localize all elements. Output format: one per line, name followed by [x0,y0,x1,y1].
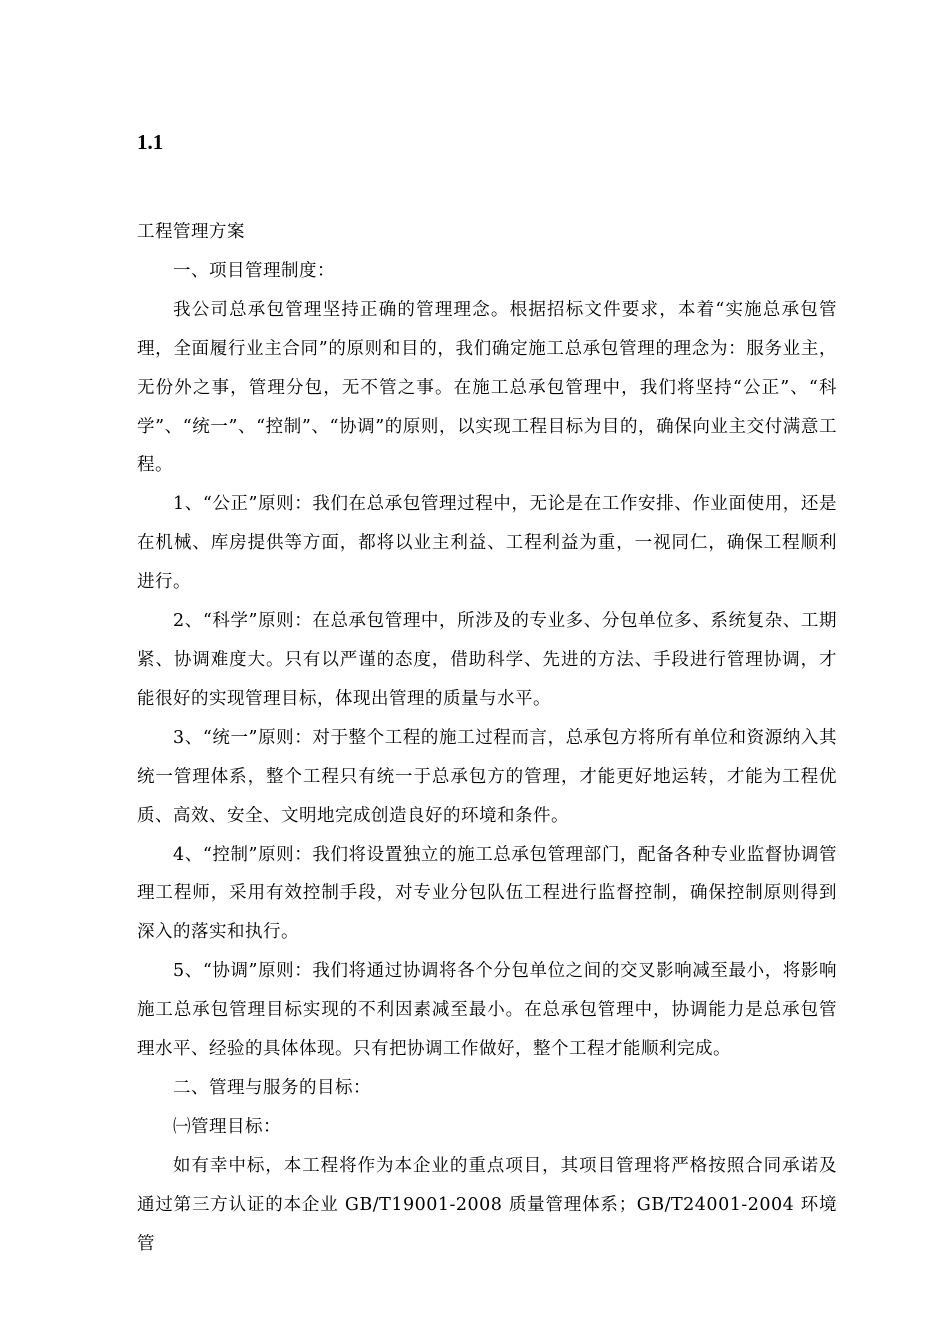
section-number-heading: 1.1 [137,130,164,154]
paragraph-principle-control: 4、“控制”原则：我们将设置独立的施工总承包管理部门，配备各种专业监督协调管理工程师，采用有效控制手段，对专业分包队伍工程进行监督控制，确保控制原则得到深入的落实和执行。 [137,844,837,943]
paragraph-principle-coordination: 5、“协调”原则：我们将通过协调将各个分包单位之间的交叉影响减至最小，将影响施工总承包管理目标实现的不利因素减至最小。在总承包管理中，协调能力是总承包管理水平、经验的具体体现。只有把协调工作做好，整个工程才能顺利完成。 [137,961,837,1060]
section-heading-goals: 二、管理与服务的目标： [173,1077,371,1098]
paragraph-principle-science: 2、“科学”原则：在总承包管理中，所涉及的专业多、分包单位多、系统复杂、工期紧、协调难度大。只有以严谨的态度，借助科学、先进的方法、手段进行管理协调，才能很好的实现管理目标，体现出管理的质量与水平。 [137,611,837,709]
document-title: 工程管理方案 [137,222,245,242]
paragraph-management-philosophy: 我公司总承包管理坚持正确的管理理念。根据招标文件要求，本着“实施总承包管理，全面履行业主合同”的原则和目的，我们确定施工总承包管理的理念为：服务业主，无份外之事，管理分包，无不管之事。在施工总承包管理中，我们将坚持“公正”、“科学”、“统一”、“控制”、“协调”的原则，以实现工程目标为目的，确保向业主交付满意工程。 [137,299,837,476]
document-body [137,213,837,1263]
paragraph-principle-unity: 3、“统一”原则：对于整个工程的施工过程而言，总承包方将所有单位和资源纳入其统一管理体系，整个工程只有统一于总承包方的管理，才能更好地运转，才能为工程优质、高效、安全、文明地完成创造良好的环境和条件。 [137,727,837,826]
section-heading-project-management: 一、项目管理制度： [173,260,335,281]
paragraph-management-goals: 如有幸中标，本工程将作为本企业的重点项目，其项目管理将严格按照合同承诺及通过第三方认证的本企业 GB/T19001-2008 质量管理体系；GB/T24001-2004 环境管 [137,1155,837,1254]
paragraph-principle-fairness: 1、“公正”原则：我们在总承包管理过程中，无论是在工作安排、作业面使用，还是在机械、库房提供等方面，都将以业主利益、工程利益为重，一视同仁，确保工程顺利进行。 [137,494,837,593]
subsection-heading-management-goals: ㈠管理目标： [173,1116,281,1137]
